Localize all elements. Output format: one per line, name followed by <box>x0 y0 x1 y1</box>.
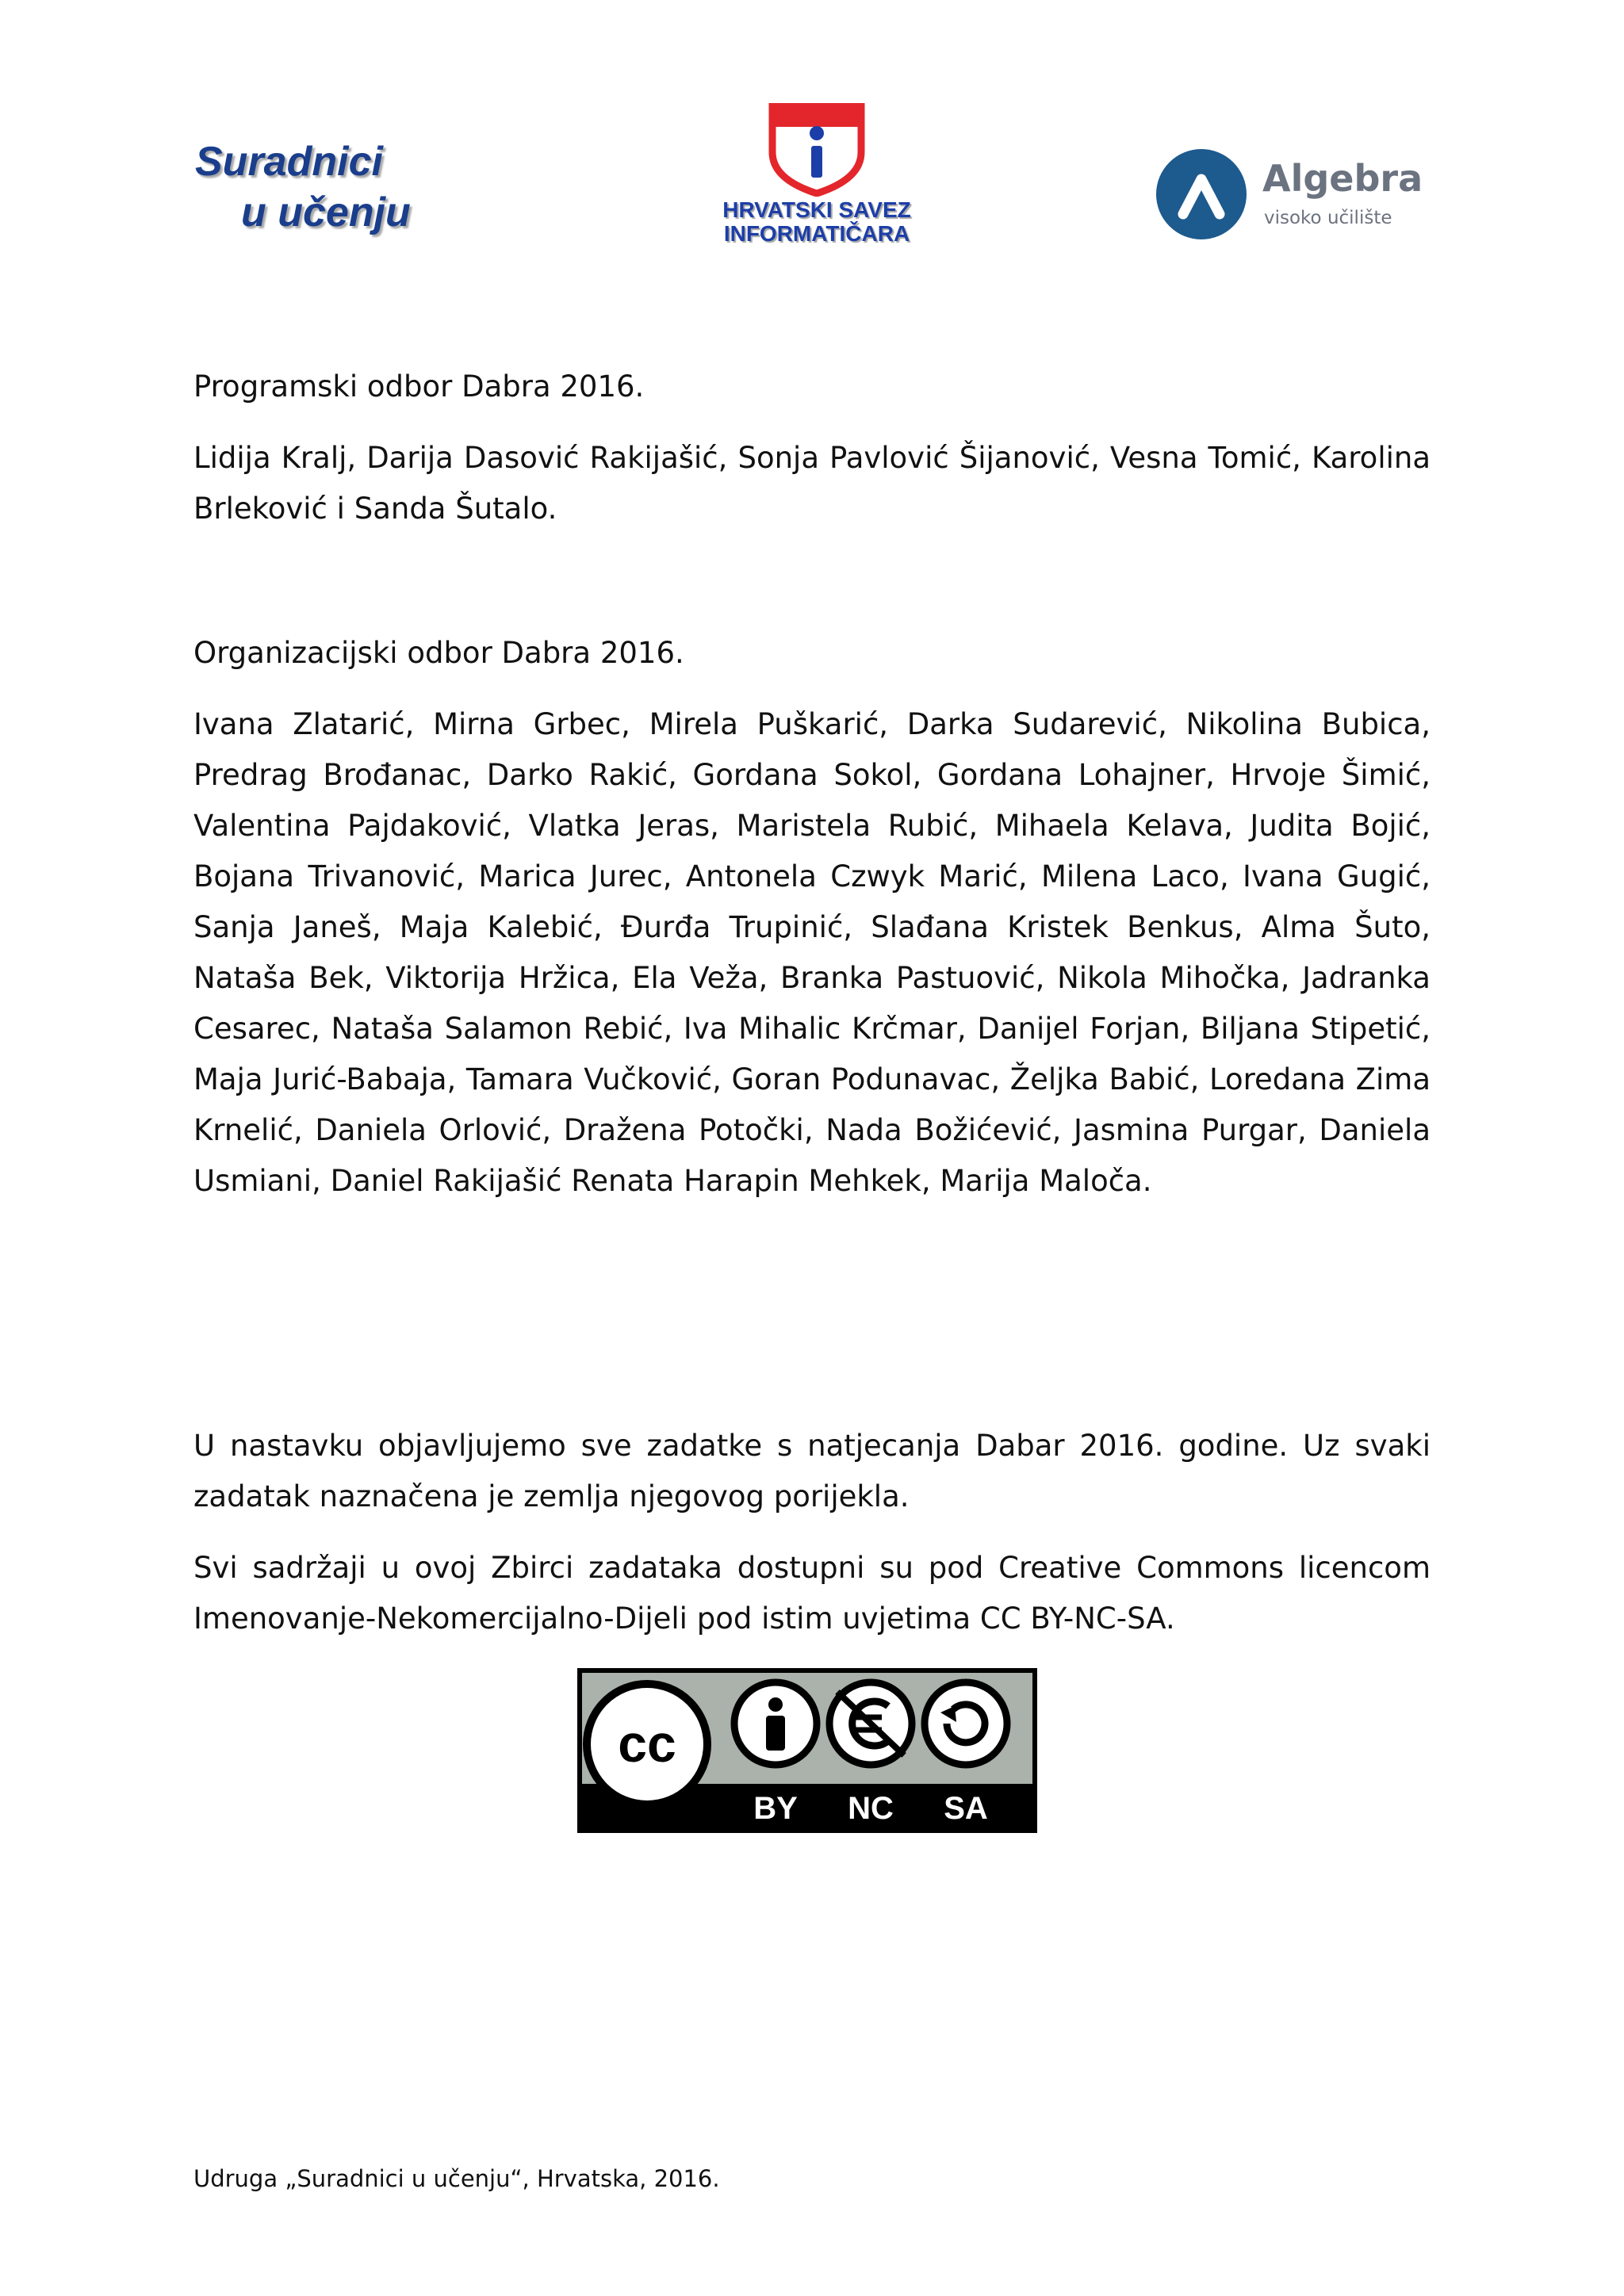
share-alike-icon <box>925 1682 1007 1765</box>
suradnici-logo-line2: u učenju <box>241 189 411 235</box>
algebra-name: Algebra <box>1262 157 1423 200</box>
organizing-committee-heading-text: Organizacijski odbor Dabra 2016. <box>193 636 684 670</box>
organizing-committee-heading <box>193 628 1431 679</box>
intro-paragraph-2-text: Svi sadržaji u ovoj Zbirci zadataka dostupni su pod Creative Commons licencom Imenovanje-Nekomercijalno-Dijeli pod istim uvjetima CC BY-NC-SA. <box>193 1551 1431 1636</box>
hsi-logo <box>714 103 920 262</box>
program-committee-members <box>193 433 1431 534</box>
non-commercial-euro-icon <box>829 1682 912 1765</box>
cc-icon <box>587 1684 707 1804</box>
license-label-sa: SA <box>944 1791 988 1826</box>
algebra-mark-icon <box>1155 147 1248 241</box>
algebra-subtitle: visoko učilište <box>1264 208 1392 228</box>
suradnici-logo <box>195 140 449 251</box>
footer-text: Udruga „Suradnici u učenju“, Hrvatska, 2016. <box>193 2165 720 2192</box>
hsi-logo-line2: INFORMATIČARA <box>723 221 910 246</box>
cc-icon-text: cc <box>618 1714 676 1773</box>
suradnici-logo-line1: Suradnici <box>195 139 383 185</box>
program-committee-heading <box>193 362 1431 412</box>
hsi-logo-line1: HRVATSKI SAVEZ <box>722 197 911 222</box>
program-committee-heading-text: Programski odbor Dabra 2016. <box>193 369 645 404</box>
program-committee-members-text: Lidija Kralj, Darija Dasović Rakijašić, Sonja Pavlović Šijanović, Vesna Tomić, Karolina Brleković i Sanda Šutalo. <box>193 441 1431 526</box>
license-label-by: BY <box>753 1791 798 1826</box>
attribution-person-icon <box>734 1682 817 1765</box>
cc-license-badge <box>577 1668 1037 1833</box>
algebra-logo <box>1155 147 1456 251</box>
organizing-committee-members-text: Ivana Zlatarić, Mirna Grbec, Mirela Puškarić, Darka Sudarević, Nikolina Bubica, Predrag Brođanac, Darko Rakić, Gordana Sokol, Gordana Lohajner, Hrvoje Šimić, Valentina Pajdaković, Vlatka Jeras, Maristela Rubić, Mihaela Kelava, Judita Bojić, Bojana Trivanović, Marica Jurec, Antonela Czwyk Marić, Milena Laco, Ivana Gugić, Sanja Janeš, Maja Kalebić, Đurđa Trupinić, Slađana Kristek Benkus, Alma Šuto, Nataša Bek, Viktorija Hržica, Ela Veža, Branka Pastuović, Nikola Mihočka, Jadranka Cesarec, Nataša Salamon Rebić, Iva Mihalic Krčmar, Danijel Forjan, Biljana Stipetić, Maja Jurić-Babaja, Tamara Vučković, Goran Podunavac, Željka Babić, Loredana Zima Krnelić, Daniela Orlović, Dražena Potočki, Nada Božićević, Jasmina Purgar, Daniela Usmiani, Daniel Rakijašić Renata Harapin Mehkek, Marija Maloča. <box>193 707 1431 1198</box>
hsi-shield-icon <box>768 103 866 197</box>
intro-paragraph-1-text: U nastavku objavljujemo sve zadatke s natjecanja Dabar 2016. godine. Uz svaki zadatak naznačena je zemlja njegovog porijekla. <box>193 1429 1431 1513</box>
intro-paragraph-1 <box>193 1421 1431 1522</box>
license-label-nc: NC <box>848 1791 894 1826</box>
intro-paragraph-2 <box>193 1543 1431 1644</box>
organizing-committee-members <box>193 699 1431 1207</box>
